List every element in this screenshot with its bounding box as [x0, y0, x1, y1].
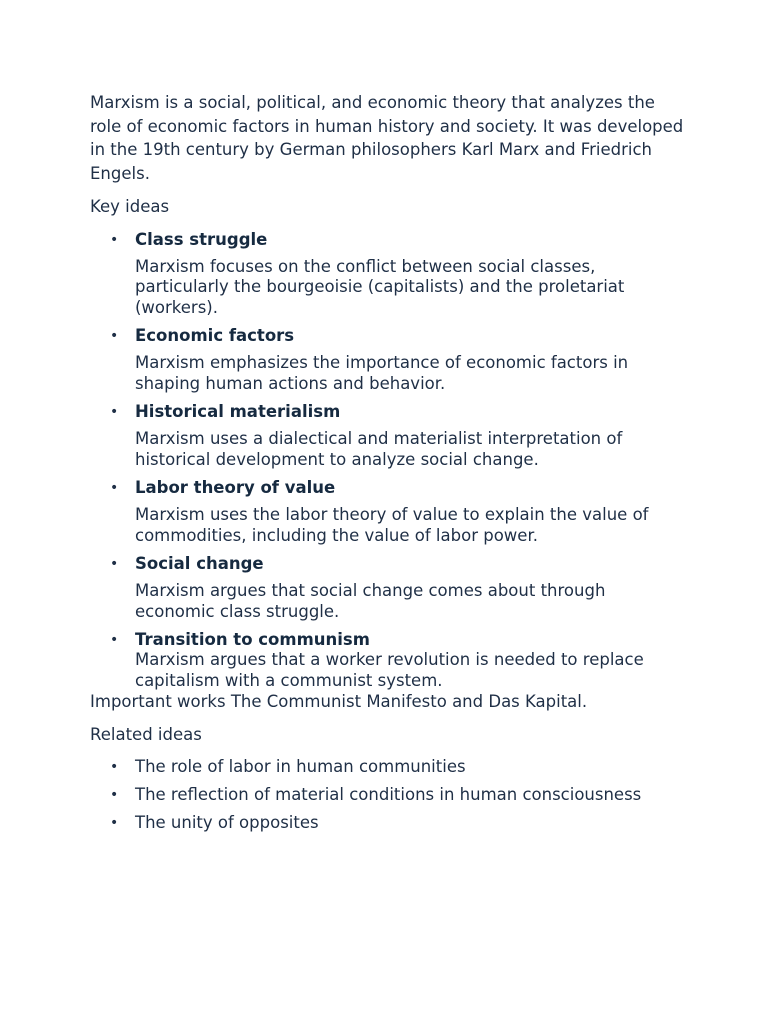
bullet-icon: • — [110, 632, 119, 648]
key-idea-description: Marxism argues that a worker revolution is needed to replace capitalism with a communist system. — [135, 650, 644, 690]
key-idea-description: Marxism focuses on the conflict between social classes, particularly the bourgeoisie (capitalists) and the proletariat (workers). — [135, 256, 625, 317]
related-idea-text: The unity of opposites — [135, 812, 319, 832]
bullet-icon: • — [110, 404, 119, 420]
bullet-icon: • — [110, 814, 119, 831]
key-idea-title: Social change — [135, 554, 264, 573]
intro-paragraph: Marxism is a social, political, and economic theory that analyzes the role of economic factors in human history and society. It was developed in the 19th century by German philosophers Karl Marx and Friedrich Engels. — [90, 93, 684, 183]
related-idea-item — [90, 756, 690, 778]
key-idea-item — [90, 629, 690, 691]
bullet-icon: • — [110, 556, 119, 572]
key-idea-title: Class struggle — [135, 229, 268, 249]
related-idea-text: The reflection of material conditions in human consciousness — [135, 784, 642, 804]
key-idea-title: Labor theory of value — [135, 478, 336, 497]
document-page — [90, 91, 690, 840]
key-idea-item — [90, 477, 690, 546]
bullet-icon: • — [110, 480, 119, 496]
key-idea-title: Transition to communism — [135, 630, 370, 649]
important-works-text: Important works The Communist Manifesto and Das Kapital. — [90, 692, 588, 711]
related-idea-item — [90, 812, 690, 834]
related-idea-item — [90, 784, 690, 806]
key-idea-title: Economic factors — [135, 326, 295, 345]
bullet-icon: • — [110, 231, 119, 248]
key-ideas-list — [90, 229, 690, 692]
key-idea-item — [90, 553, 690, 622]
bullet-icon: • — [110, 758, 119, 775]
related-ideas-list — [90, 756, 690, 834]
related-ideas-heading: Related ideas — [90, 725, 202, 744]
related-idea-text: The role of labor in human communities — [135, 756, 466, 776]
bullet-icon: • — [110, 328, 119, 344]
key-idea-item — [90, 325, 690, 394]
key-idea-item — [90, 229, 690, 319]
key-idea-description: Marxism uses the labor theory of value to explain the value of commodities, including the value of labor power. — [135, 505, 649, 545]
key-idea-description: Marxism emphasizes the importance of economic factors in shaping human actions and behavior. — [135, 353, 629, 393]
key-idea-item — [90, 401, 690, 470]
key-ideas-heading: Key ideas — [90, 197, 170, 216]
key-idea-description: Marxism argues that social change comes about through economic class struggle. — [135, 581, 606, 621]
key-idea-description: Marxism uses a dialectical and materialist interpretation of historical development to analyze social change. — [135, 429, 623, 469]
key-idea-title: Historical materialism — [135, 402, 341, 421]
bullet-icon: • — [110, 786, 119, 803]
